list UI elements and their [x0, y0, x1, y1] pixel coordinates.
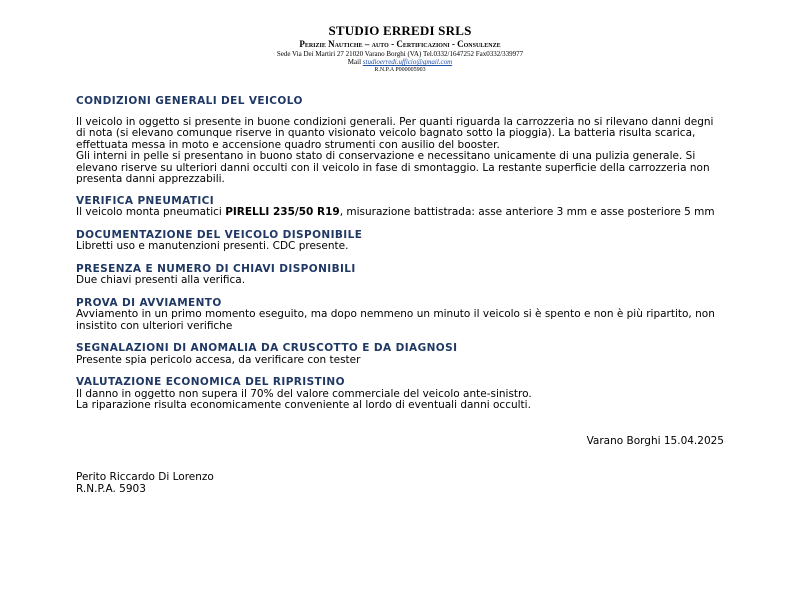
chiavi-text: Due chiavi presenti alla verifica. — [76, 274, 246, 286]
valutazione-paragraph-2: La riparazione risulta economicamente conveniente al lordo di eventuali danni occulti. — [76, 399, 531, 411]
pneumatici-paragraph — [76, 207, 726, 219]
signature-name: Perito Riccardo Di Lorenzo — [76, 471, 214, 483]
avviamento-text: Avviamento in un primo momento eseguito, ma dopo nemmeno un minuto il veicolo si è spento e non è più ripartito, non insistito con ulteriori verifiche — [76, 308, 715, 332]
tyre-model: PIRELLI 235/50 R19 — [225, 206, 340, 218]
company-address: Sede Via Dei Martiri 27 21020 Varano Borghi (VA) Tel.0332/1647252 Fax0332/339977 — [276, 50, 524, 58]
condizioni-paragraph-1: Il veicolo in oggetto si presente in buone condizioni generali. Per quanti riguarda la carrozzeria no si rilevano danni degni di nota (si elevano comunque riserve in quanto visionato veicolo bagnato sotto la pioggia). La batteria risulta scarica, effettuata messa in moto e accensione quadro strumenti con ausilio del booster. — [76, 115, 714, 151]
section-heading-pneumatici: VERIFICA PNEUMATICI — [76, 194, 215, 207]
section-heading-avviamento: PROVA DI AVVIAMENTO — [76, 296, 222, 309]
pneumatici-text-after: , misurazione battistrada: asse anteriore 3 mm e asse posteriore 5 mm — [339, 206, 715, 218]
valutazione-paragraph-1: Il danno in oggetto non supera il 70% del valore commerciale del veicolo ante-sinistro. — [76, 387, 532, 400]
signature-rnpa: R.N.P.A. 5903 — [76, 482, 146, 495]
anomalie-text: Presente spia pericolo accesa, da verificare con tester — [76, 353, 361, 366]
section-heading-chiavi: PRESENZA E NUMERO DI CHIAVI DISPONIBILI — [76, 262, 356, 275]
report-body — [76, 96, 726, 495]
condizioni-paragraph-2: Gli interni in pelle si presentano in buono stato di conservazione e necessitano unicamente di una pulizia generale. Si elevano riserve su ulteriori danni occulti con il veicolo in fase di smontaggio. La restante superficie della carrozzeria non presenta danni apprezzabili. — [76, 150, 710, 185]
company-name: STUDIO ERREDI SRLS — [328, 23, 472, 38]
report-date: Varano Borghi 15.04.2025 — [586, 434, 724, 447]
signature-block — [76, 472, 726, 495]
letterhead — [0, 24, 800, 73]
company-rnpa: R.N.P.A P000005903 — [374, 67, 426, 73]
mail-label: Mail — [347, 58, 363, 66]
mail-link[interactable]: studioerredi.ufficio@gmail.com — [362, 58, 453, 66]
pneumatici-text-before: Il veicolo monta pneumatici — [76, 206, 226, 218]
section-heading-condizioni: CONDIZIONI GENERALI DEL VEICOLO — [76, 95, 303, 107]
section-heading-anomalie: SEGNALAZIONI DI ANOMALIA DA CRUSCOTTO E DA DIAGNOSI — [76, 342, 458, 354]
company-mail-line — [0, 59, 800, 66]
section-heading-valutazione: VALUTAZIONE ECONOMICA DEL RIPRISTINO — [76, 376, 345, 388]
company-subtitle: Perizie Nautiche – auto - Certificazioni - Consulenze — [299, 39, 501, 49]
documentazione-text: Libretti uso e manutenzioni presenti. CDC presente. — [76, 240, 349, 252]
section-heading-documentazione: DOCUMENTAZIONE DEL VEICOLO DISPONIBILE — [76, 228, 363, 241]
